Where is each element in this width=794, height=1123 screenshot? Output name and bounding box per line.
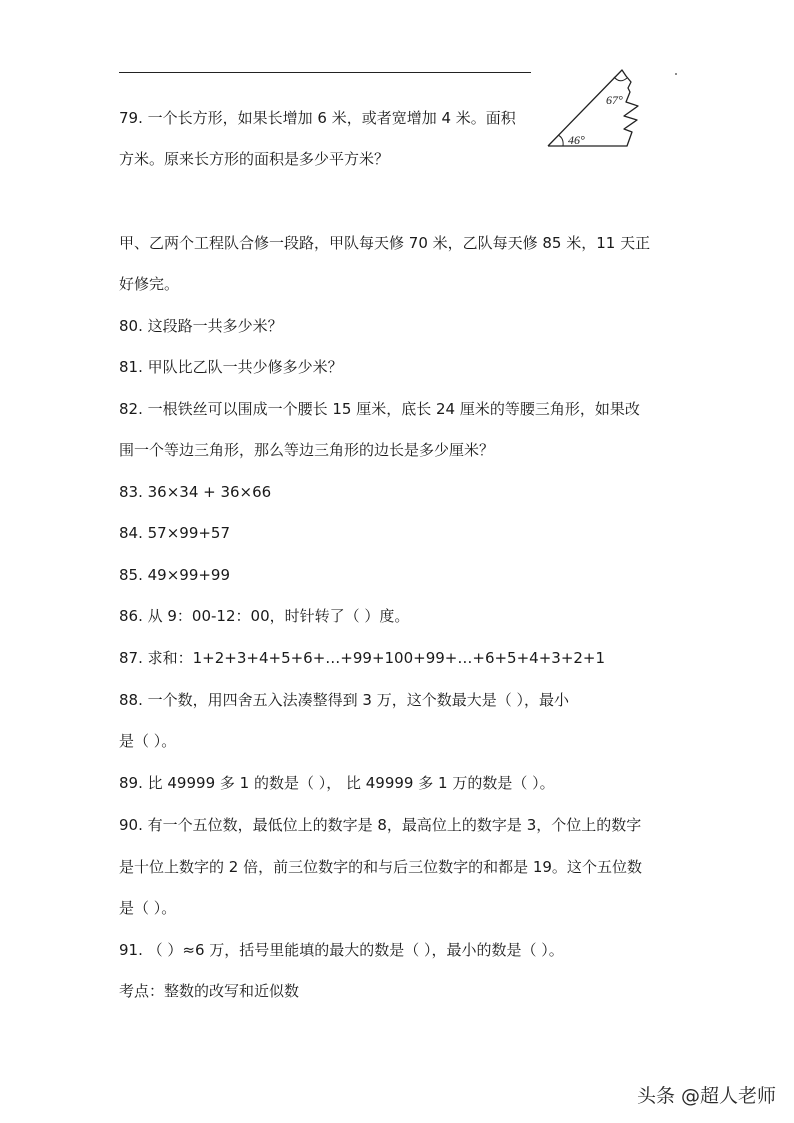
- problem-84: 84. 57×99+57: [119, 524, 231, 542]
- problem-91: 91. （ ）≈6 万，括号里能填的最大的数是（ ），最小的数是（ ）。: [119, 941, 564, 959]
- problem-81: 81. 甲队比乙队一共少修多少米？: [119, 358, 343, 376]
- problem-88-line-2: 是（ ）。: [119, 732, 177, 750]
- problem-82-line-2: 围一个等边三角形，那么等边三角形的边长是多少厘米？: [119, 441, 495, 459]
- passage-line-2: 好修完。: [119, 275, 180, 293]
- problem-87: 87. 求和：1+2+3+4+5+6+…+99+100+99+…+6+5+4+3+2+1: [119, 649, 606, 667]
- problem-88-line-1: 88. 一个数，用四舍五入法凑整得到 3 万，这个数最大是（ ），最小: [119, 691, 569, 709]
- problem-79-line-2: 方米。原来长方形的面积是多少平方米？: [119, 150, 390, 168]
- angle-label-top: 67°: [606, 93, 623, 107]
- problem-90-line-2: 是十位上数字的 2 倍，前三位数字的和与后三位数字的和都是 19。这个五位数: [119, 858, 642, 876]
- problem-90-line-3: 是（ ）。: [119, 899, 177, 917]
- watermark: 头条 @超人老师: [636, 1085, 776, 1107]
- triangle-figure: [540, 62, 650, 152]
- problem-83: 83. 36×34 + 36×66: [119, 483, 272, 501]
- problem-89: 89. 比 49999 多 1 的数是（ ）， 比 49999 多 1 万的数是（ ）。: [119, 774, 555, 792]
- problem-82-line-1: 82. 一根铁丝可以围成一个腰长 15 厘米，底长 24 厘米的等腰三角形，如果改: [119, 400, 640, 418]
- problem-86: 86. 从 9：00-12：00，时针转了（ ）度。: [119, 607, 410, 625]
- top-rule: [119, 72, 531, 73]
- problem-79-line-1: 79. 一个长方形，如果长增加 6 米，或者宽增加 4 米。面积: [119, 109, 516, 127]
- problem-90-line-1: 90. 有一个五位数，最低位上的数字是 8，最高位上的数字是 3，个位上的数字: [119, 816, 642, 834]
- topic-note: 考点：整数的改写和近似数: [119, 982, 300, 1000]
- stray-dot: [675, 73, 677, 75]
- problem-85: 85. 49×99+99: [119, 566, 231, 584]
- problem-80: 80. 这段路一共多少米？: [119, 317, 283, 335]
- angle-label-bottom: 46°: [568, 133, 585, 147]
- passage-line-1: 甲、乙两个工程队合修一段路，甲队每天修 70 米，乙队每天修 85 米，11 天正: [119, 234, 651, 252]
